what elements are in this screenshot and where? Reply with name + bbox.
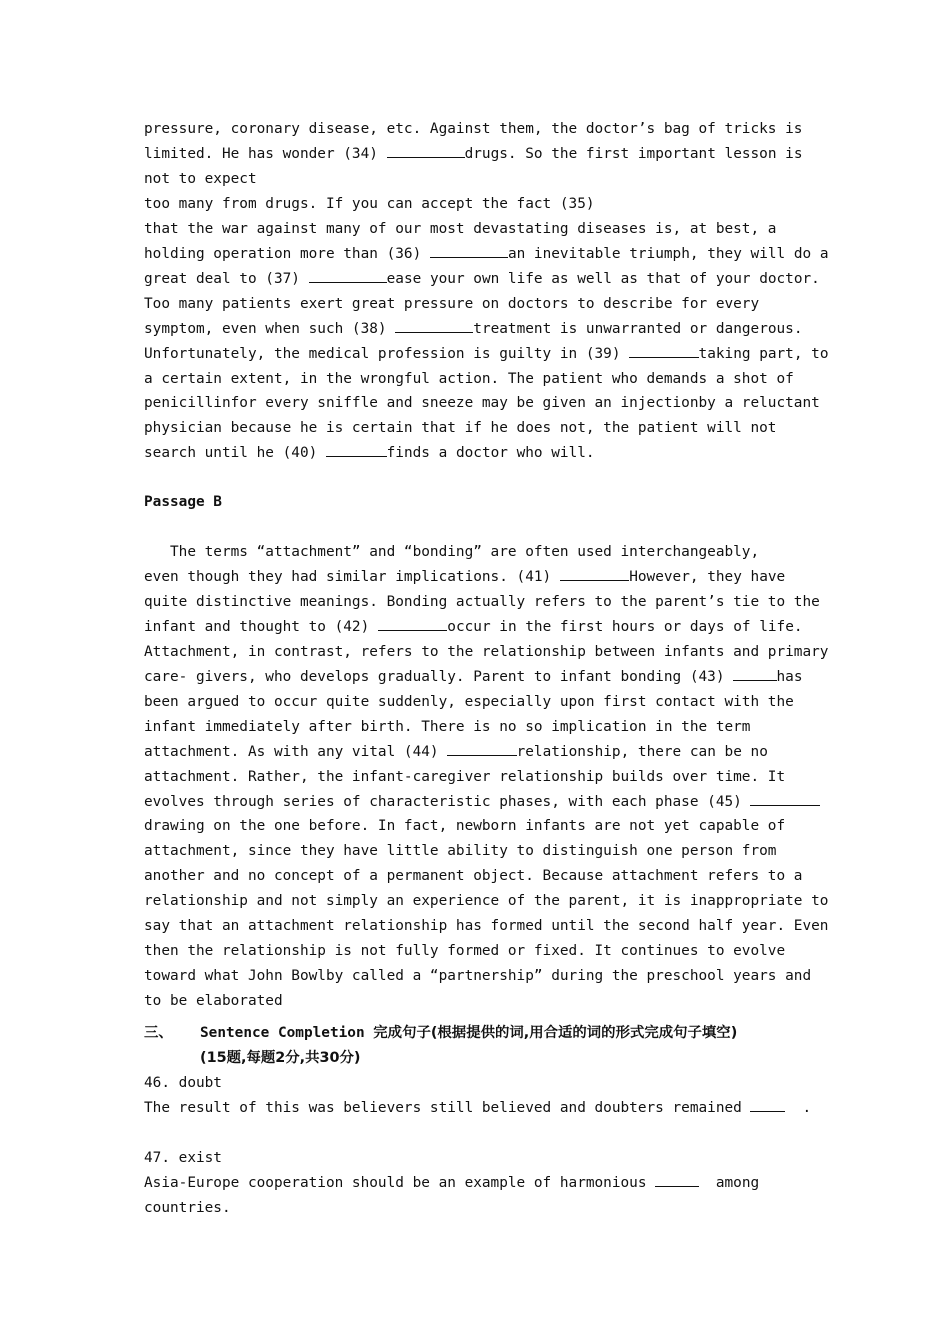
text-segment: too many from drugs. If you can accept the fact (35) <box>144 195 595 212</box>
passage-b-line <box>144 866 802 886</box>
passage-a-line <box>144 269 820 289</box>
text-segment: infant immediately after birth. There is no so implication in the term <box>144 718 751 735</box>
text-segment: a certain extent, in the wrongful action. The patient who demands a shot of <box>144 370 794 387</box>
passage-b-line <box>144 816 785 836</box>
passage-b-line <box>144 916 828 936</box>
passage-a-line <box>144 294 759 314</box>
answer-blank[interactable] <box>387 144 465 158</box>
passage-b-line <box>144 592 820 612</box>
text-segment: drawing on the one before. In fact, newborn infants are not yet capable of <box>144 818 786 835</box>
text-segment: holding operation more than (36) <box>144 245 430 262</box>
text-segment: However, they have <box>629 568 786 585</box>
answer-blank[interactable] <box>430 244 508 258</box>
text-segment: attachment, since they have little ability to distinguish one person from <box>144 843 777 860</box>
text-segment: relationship and not simply an experience of the parent, it is inappropriate to <box>144 893 829 910</box>
passage-b-line <box>144 717 750 737</box>
text-segment: pressure, coronary disease, etc. Against them, the doctor’s bag of tricks is <box>144 121 803 137</box>
passage-a-line <box>144 344 829 364</box>
section-title-cn: 完成句子(根据提供的词,用合适的词的形式完成句子填空) <box>373 1025 738 1041</box>
text-segment: great deal to (37) <box>144 270 309 287</box>
answer-blank[interactable] <box>378 617 447 631</box>
passage-b-line <box>144 767 785 787</box>
passage-a-line <box>144 443 595 463</box>
answer-blank[interactable] <box>750 1098 785 1112</box>
text-segment: among <box>698 1175 760 1191</box>
text-segment: countries. <box>144 1200 231 1216</box>
text-segment: relationship, there can be no <box>516 743 768 760</box>
text-segment: to be elaborated <box>144 993 283 1010</box>
text-segment: Asia-Europe cooperation should be an example of harmonious <box>144 1175 656 1191</box>
text-segment: another and no concept of a permanent object. Because attachment refers to a <box>144 868 803 885</box>
text-segment: not to expect <box>144 170 257 187</box>
text-segment: occur in the first hours or days of life. <box>447 618 803 635</box>
text-segment: has <box>776 668 803 685</box>
passage-b-line <box>144 891 828 911</box>
passage-b-line <box>144 991 283 1011</box>
text-segment: limited. He has wonder (34) <box>144 145 387 162</box>
section-subtitle: (15题,每题2分,共30分) <box>200 1050 361 1066</box>
passage-a-line <box>144 119 802 139</box>
passage-b-line <box>144 841 776 861</box>
passage-a-line <box>144 393 820 413</box>
text-segment: The terms “attachment” and “bonding” are often used interchangeably, <box>144 544 760 560</box>
text-segment: symptom, even when such (38) <box>144 320 396 337</box>
answer-blank[interactable] <box>733 667 776 681</box>
text-segment: been argued to occur quite suddenly, especially upon first contact with the <box>144 693 794 710</box>
passage-b-line <box>144 941 785 961</box>
text-segment: . <box>785 1100 812 1116</box>
text-segment: toward what John Bowlby called a “partnership” during the preschool years and <box>144 968 812 985</box>
passage-a-line <box>144 418 776 438</box>
text-segment: ease your own life as well as that of your doctor. <box>386 270 820 287</box>
text-segment: evolves through series of characteristic phases, with each phase (45) <box>144 793 751 810</box>
text-segment: that the war against many of our most devastating diseases is, at best, a <box>144 220 777 237</box>
text-segment: physician because he is certain that if he does not, the patient will not <box>144 420 777 437</box>
passage-a-line <box>144 169 257 189</box>
text-segment: Too many patients exert great pressure on doctors to describe for every <box>144 295 760 312</box>
text-segment: taking part, to <box>698 345 829 362</box>
text-segment: penicillinfor every sniffle and sneeze may be given an injectionby a reluctant <box>144 395 820 412</box>
text-segment: say that an attachment relationship has formed until the second half year. Even <box>144 918 829 935</box>
text-segment: then the relationship is not fully formed or fixed. It continues to evolve <box>144 943 786 960</box>
text-segment: The result of this was believers still believed and doubters remained <box>144 1100 751 1116</box>
text-segment: drugs. So the first important lesson is <box>464 145 803 162</box>
passage-b-line <box>144 792 820 812</box>
text-segment: treatment is unwarranted or dangerous. <box>473 320 803 337</box>
passage-b-line <box>144 692 794 712</box>
answer-blank[interactable] <box>326 443 387 457</box>
text-segment: Attachment, in contrast, refers to the relationship between infants and primary <box>144 643 829 660</box>
passage-b-heading: Passage B <box>144 494 222 510</box>
answer-blank[interactable] <box>750 792 819 806</box>
section-number: 三、 <box>144 1025 173 1041</box>
text-segment: infant and thought to (42) <box>144 618 378 635</box>
passage-b-line <box>144 742 768 762</box>
answer-blank[interactable] <box>309 269 387 283</box>
text-segment: an inevitable triumph, they will do a <box>507 245 829 262</box>
passage-a-line <box>144 369 794 389</box>
section-title-en: Sentence Completion <box>200 1025 374 1041</box>
passage-b-line <box>144 542 759 562</box>
text-segment: search until he (40) <box>144 445 326 462</box>
text-segment: care- givers, who develops gradually. Parent to infant bonding (43) <box>144 668 734 685</box>
passage-a-line <box>144 194 595 214</box>
passage-b-line <box>144 667 803 687</box>
passage-a-line <box>144 319 803 339</box>
passage-a-line <box>144 244 829 264</box>
question-keyword: 46. doubt <box>144 1075 222 1091</box>
text-segment: even though they had similar implications. (41) <box>144 568 560 585</box>
question-keyword: 47. exist <box>144 1150 222 1166</box>
passage-a-line <box>144 219 776 239</box>
passage-b-line <box>144 567 785 587</box>
passage-b-line <box>144 617 803 637</box>
answer-blank[interactable] <box>629 344 698 358</box>
text-segment: quite distinctive meanings. Bonding actually refers to the parent’s tie to the <box>144 593 820 610</box>
text-segment: Unfortunately, the medical profession is guilty in (39) <box>144 345 630 362</box>
answer-blank[interactable] <box>560 567 629 581</box>
passage-b-line <box>144 966 811 986</box>
answer-blank[interactable] <box>447 742 516 756</box>
question-sentence <box>144 1098 811 1118</box>
passage-a-line <box>144 144 803 164</box>
answer-blank[interactable] <box>395 319 473 333</box>
passage-b-line <box>144 642 828 662</box>
text-segment: attachment. As with any vital (44) <box>144 743 448 760</box>
section-title <box>200 1023 737 1043</box>
question-sentence <box>144 1173 759 1193</box>
answer-blank[interactable] <box>655 1173 698 1187</box>
text-segment: attachment. Rather, the infant-caregiver relationship builds over time. It <box>144 768 786 785</box>
question-sentence <box>144 1198 231 1218</box>
text-segment: finds a doctor who will. <box>386 445 595 462</box>
